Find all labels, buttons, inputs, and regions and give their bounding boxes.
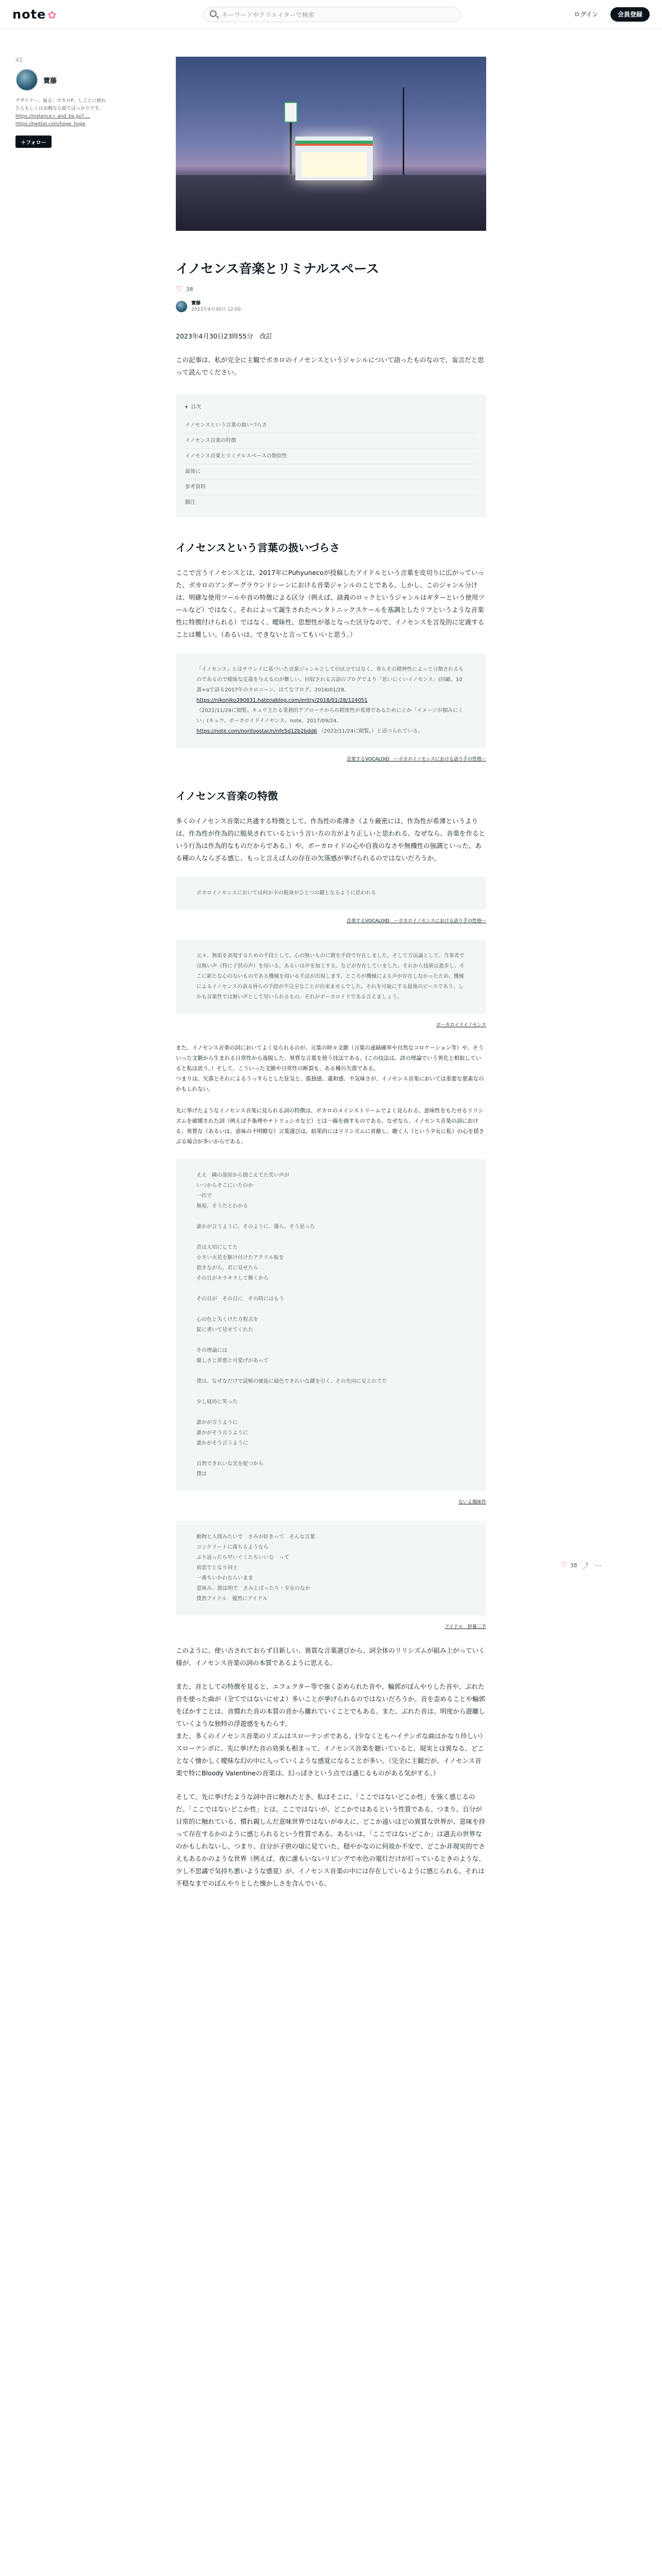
- toc-item[interactable]: 脚注: [185, 500, 195, 505]
- heart-icon[interactable]: ♡: [176, 284, 183, 294]
- lyric-line: 昔は大切にしてた: [196, 1245, 238, 1250]
- author-meta: [191, 300, 241, 313]
- share-icon[interactable]: ⤴: [582, 1562, 589, 1569]
- revision-note: 2023年4月30日23時55分 改訂: [176, 332, 273, 340]
- lyric-line: 誰かが言うように、そのように、優ら。そう思った: [196, 1224, 315, 1230]
- note-logo[interactable]: note ✿: [12, 7, 57, 22]
- login-button[interactable]: ログイン: [568, 7, 604, 22]
- author-name[interactable]: 寶藤: [191, 301, 201, 306]
- blockquote: 「イノセンス」とはサウンドに基づいた音楽ジャンルとしての区分ではなく、専らその精神性によって分類されるものであるので曖昧な定義を与えるのが難しい。回収される言語のブログでより「思いにくいイノセンス」(回顧、10選+αで語る2017年のカロニーン、はてなブログ、2018/01/28、 https://nikoniko390831.hatenablog.com/entry/2018/01/28/124051 （2022/11/24に閲覧。キュウ主たる業務的アプローチからの精密性が希薄であるためにとか「イメージが掴みにくい」(キュウ、ボーカロイドイノセンス、note、2017/09/24、 https://note.com/noritoostar/n/nfe5d12b2bdd6 （2022/11/24に閲覧。）と述べられている。: [176, 653, 486, 748]
- lyric-line: ぶり返ったら早いぐくたちいいな って: [196, 1555, 289, 1561]
- follower-count: 41: [15, 57, 23, 63]
- toc-toggle[interactable]: ▾ 目次: [185, 401, 477, 414]
- follow-button[interactable]: ＋フォロー: [15, 135, 52, 148]
- creator-sidebar: [15, 57, 107, 148]
- hero-image: [176, 57, 486, 231]
- blockquote: 元々、無垢を表現するための手段として、心の無いものに歌を手段で存在しました。そして方法論として、当事者では無い声（特に子供の声）を用いる。あるいは声を加工する、などが存在していました。それから技術は進歩し、そこに新たな心のないものである機械を用いる手法が出現します。ところが機械による声が存在しなかったため、機械によるイノセンスの表る唇らの手段が不完全なことが出来ませんでした。それを可能にする最後のピースであり、しかも音楽性では無い声として用いられるもの、それがボーカロイドである言えましょう。: [176, 940, 486, 1014]
- author-avatar[interactable]: [176, 301, 187, 312]
- author-row[interactable]: [176, 300, 486, 313]
- reference-link[interactable]: https://nikoniko390831.hatenablog.com/entry/2018/01/28/124051: [196, 698, 368, 703]
- lyric-line: 僕は: [196, 1471, 207, 1477]
- lyric-line: 誰かがそう言うように: [196, 1430, 248, 1436]
- lyric-line: [196, 1408, 466, 1418]
- lyric-line: 誰かがそう言うように: [196, 1440, 248, 1446]
- lyric-line: 錠に書いて見せてくれた: [196, 1327, 253, 1333]
- toc-item[interactable]: 参考資料: [185, 480, 477, 495]
- paragraph: 先に挙げたようなイノセンス音楽に見られる詞の特徴は、ボカロのメインストリームでよく見られる、意味性をもたせるリリシズムを破壊された詞（例えば不条理やナトリュシカなど）とは一線を画すものである。なぜなら、イノセンス音楽の詞における、異質な（あるいは、意味の不明瞭な）言葉選びは、結果的にはリリシズムに貢献し、聴く人（という少女に私）の心を揺さぶる場合が多いからである。: [176, 1108, 485, 1145]
- lyric-line: 小さい火花を駆け付けたアクリル板を: [196, 1255, 284, 1261]
- lyric-line: 意味み、節法明で さみとばったり・少女のなか: [196, 1586, 310, 1591]
- floating-action-bar: [561, 1561, 602, 1570]
- lyric-line: 抱きながら、君に見せたら: [196, 1265, 258, 1271]
- lyric-line: [196, 1232, 466, 1243]
- intro-paragraph: この記事は、私が完全に主観でボカロのイノセンスというジャンルについて語ったものなので、妄言だと思って読んでください。: [176, 356, 484, 376]
- toc-item[interactable]: イノセンス音楽とリミナルスペースの類似性: [185, 449, 477, 464]
- section-heading: イノセンスという言葉の扱いづらさ: [176, 541, 340, 554]
- bio-text: デザイナー。寝る、ボカロP。しごとに疲れたらもしくはお暇なら寝てばっかりです。: [15, 98, 106, 111]
- toc-item[interactable]: 最後に: [185, 464, 477, 480]
- lyric-line: いつからそこにいたのか: [196, 1183, 253, 1189]
- quote-source-link[interactable]: 音楽するVOCALOID ーボカロイノセンスにおける語り手の性格ー: [346, 757, 486, 762]
- more-icon[interactable]: ···: [594, 1562, 603, 1569]
- signup-button[interactable]: 会員登録: [610, 7, 650, 22]
- lyrics-quote: [176, 1159, 486, 1491]
- lyric-line: 初恋でとなり同士: [196, 1565, 238, 1571]
- creator-name[interactable]: 寶藤: [43, 77, 57, 85]
- toc-item[interactable]: イノセンスという言葉の扱いづらさ: [185, 418, 477, 433]
- reference-link[interactable]: https://note.com/noritoostar/n/nfe5d12b2bdd6: [196, 728, 317, 734]
- paragraph: また、多くのイノセンス音楽のリズムはスローテンポである。(少なくともハイテンポな曲はかなり珍しい）スローテンポに、先に挙げた音の効果も相まって、イノセンス音楽を聴いていると、現実とは異なる、どことなく懐かしく曖昧な幻の中に入っていくような感覚になることが多い。（完全に主観だが、イノセンス音楽で特にBloody Valentineの音楽は、幻っぽさという点では通じるものがある気がする。）: [176, 1732, 484, 1777]
- lyric-line: [196, 1366, 466, 1377]
- lyric-line: その理論には: [196, 1348, 227, 1353]
- quote-source-link[interactable]: 音楽するVOCALOID ーボカロイノセンスにおける語り手の性格ー: [346, 919, 486, 924]
- toc-item[interactable]: イノセンス音楽の特徴: [185, 433, 477, 449]
- search-box[interactable]: [204, 7, 460, 22]
- lyric-line: [196, 1212, 466, 1222]
- bio-link[interactable]: https://twitter.com/hoge_hoge: [15, 122, 86, 127]
- heart-icon[interactable]: ♡: [561, 1561, 568, 1569]
- like-count: 38: [186, 286, 193, 293]
- creator-info[interactable]: [15, 69, 107, 91]
- lyric-line: 一匹で: [196, 1193, 212, 1199]
- publish-date: 2023年4月30日 12:00: [191, 307, 241, 312]
- lyric-line: その目が その目に その時にはもう: [196, 1296, 284, 1302]
- creator-bio: [15, 97, 107, 128]
- like-count: 38: [570, 1562, 577, 1569]
- like-row: [176, 285, 486, 293]
- lyric-line: 心の色と失くけた方程式を: [196, 1317, 258, 1323]
- lyric-line: 自然できれいな光を捉つから: [196, 1461, 263, 1467]
- top-header: [0, 0, 662, 29]
- paragraph: そして、先に挙げたような詞中音に触れたとき、私はそこに、「ここではないどこか性」を強く感じるのだ。「ここではないどこか性」とは、ここではないが、どこかではあるという性質である。つまり、自分が日常的に触れている、慣れ親しんだ意味世界ではないがゆえに、どこか遠いほどの異質な世界が、意味を持って存在するかのように感じられるという性質である。あるいは、「ここではないどこか」は過去の世界なのかもしれないし、つまり、自分が子供の頃に見ていた、穏やかなのに何故か不安で、どこか非現実的でさえもあるかのような世界（例えば、夜に誰もいないリビングで水色の電灯だけが灯っているときのような、少し不思議で気持ち悪いような感覚）が、イノセンス音楽の中には存在しているように感じられる。それは不穏なまでのぼんやりとした懐かしさを含んでいる。: [176, 1793, 486, 1887]
- lyric-line: その目がキラキラして輝くから: [196, 1276, 269, 1281]
- paragraph: 多くのイノセンス音楽に共通する特徴として、作為性の希薄さ（より厳密には、作為性が希薄というよりは、作為性が作為的に脱臭されているという言い方の方がより正しいと思われる。なぜなら、音楽を作るという行為は作為的なものだからである。）や、ボーカロイドの心や自我のなさや無機性の強調といった、ある種の人ならざる感じ、もっと言えば人の存在の欠落感が挙げられるのではないだろうか。: [176, 817, 486, 862]
- lyric-line: 動物と人間みたいで さみが好きって そんな言葉: [196, 1534, 315, 1540]
- lyric-line: [196, 1335, 466, 1346]
- paragraph: また、イノセンス音楽の詞においてよく見られるのが、言葉の時々文脈（言葉の連絡確率や自然なコロケーション等）や、そういった文脈から生まれる日常性から逸脱した、異質な言葉を使う技法である。(この技法は、詩の理論でいう異化と相似していると私は思う。）そして、こういった文脈や日常性の断裂も、ある種の欠落である。: [176, 1045, 484, 1072]
- quote-source-link[interactable]: ないよ風味作: [458, 1500, 486, 1505]
- bio-link[interactable]: https://instance.r_and_be.jp/?....: [15, 114, 90, 119]
- chevron-down-icon: ▾: [185, 404, 188, 410]
- lyric-line: 誰かが言うように: [196, 1420, 238, 1426]
- quote-source-link[interactable]: ボーカロイドイノセンス: [436, 1023, 486, 1028]
- lyric-line: 優しさと罪悪と可愛げがあって: [196, 1358, 269, 1364]
- lyric-line: コンクリートに落ちるようなら: [196, 1545, 269, 1550]
- paragraph: また、音としての特徴を見ると、エフェクター等で強く歪められた音や、輪郭がぼんやりした音や、ぶれた音を使った曲が（全てではないにせよ）多いことが挙げられるのではないだろうか。音を歪めることや輪郭をぼかすことは、音慣れた音の本質の音から離れていくことでもある。また、ぶれた音は、明度から遊離していくような独特の浮遊感をもたらす。: [176, 1683, 486, 1727]
- lyric-line: ええ 隣の部屋から聞こえてた笑い声が: [196, 1173, 289, 1178]
- lyric-line: 一番ちいかわならいまま: [196, 1575, 253, 1581]
- lyric-line: 僕は、なぜなだけで読解の硬能に縁色できれいな鍵を引く、その先向に見とれてた: [196, 1379, 387, 1384]
- paragraph: つまりは、欠落とそれによるうっすらとした狂気と、孤独感、違和感、不気味さが、イノセンス音楽においては重要な要素なのかもしれない。: [176, 1076, 484, 1092]
- paragraph: ここで言うイノセンスとは、2017年にPuhyunecoが投稿したアイドルという言葉を皮切りに広がっていった、ボカロのアンダーグラウンドシーンにおける音楽ジャンルのことである。しかし、このジャンル分けは、明確な使用ツールや音の特徴による区分（例えば、談義のロックというジャンルはギターという使用ツールなど）ではなく、それによって誕生されたペンタトニックスケールを基調としたリフというような音楽性に特徴付けられる）ではなく、曖昧性、思想性が基となった区分なので、イノセンスを言及的に定義することは難しい。（あるいは、できないと言ってもいいと思う。）: [176, 569, 485, 638]
- article-title: イノセンス音楽とリミナルスペース: [176, 261, 379, 276]
- lyric-line: [196, 1387, 466, 1397]
- search-icon: [210, 10, 217, 17]
- article: [176, 57, 486, 1890]
- flower-icon: ✿: [47, 9, 57, 21]
- lyric-line: [196, 1304, 466, 1315]
- lyric-line: 無垢。そうだとわかる: [196, 1204, 248, 1209]
- blockquote: ボカロイノセンスにおいては何か辛の脱身がひとつの鍵となるように思われる: [176, 877, 486, 910]
- avatar[interactable]: [15, 69, 38, 91]
- lyric-line: [196, 1284, 466, 1294]
- table-of-contents: [176, 394, 486, 517]
- lyric-line: 少し寝坊に笑った: [196, 1399, 238, 1405]
- section-heading: イノセンス音楽の特徴: [176, 790, 278, 802]
- search-input[interactable]: [222, 10, 449, 20]
- paragraph: このように、使い古されておらず目新しい、異質な言葉選びから、詞全体のリリシズムが組み上がっていく様が、イノセンス音楽の詞の本質であるように思える。: [176, 1647, 485, 1667]
- lyric-line: 僕然アイドル 優然にアイドル: [196, 1596, 268, 1602]
- lyrics-quote: [176, 1521, 486, 1616]
- lyric-line: [196, 1449, 466, 1459]
- quote-source-link[interactable]: アイドル 紗幕三手: [444, 1624, 486, 1630]
